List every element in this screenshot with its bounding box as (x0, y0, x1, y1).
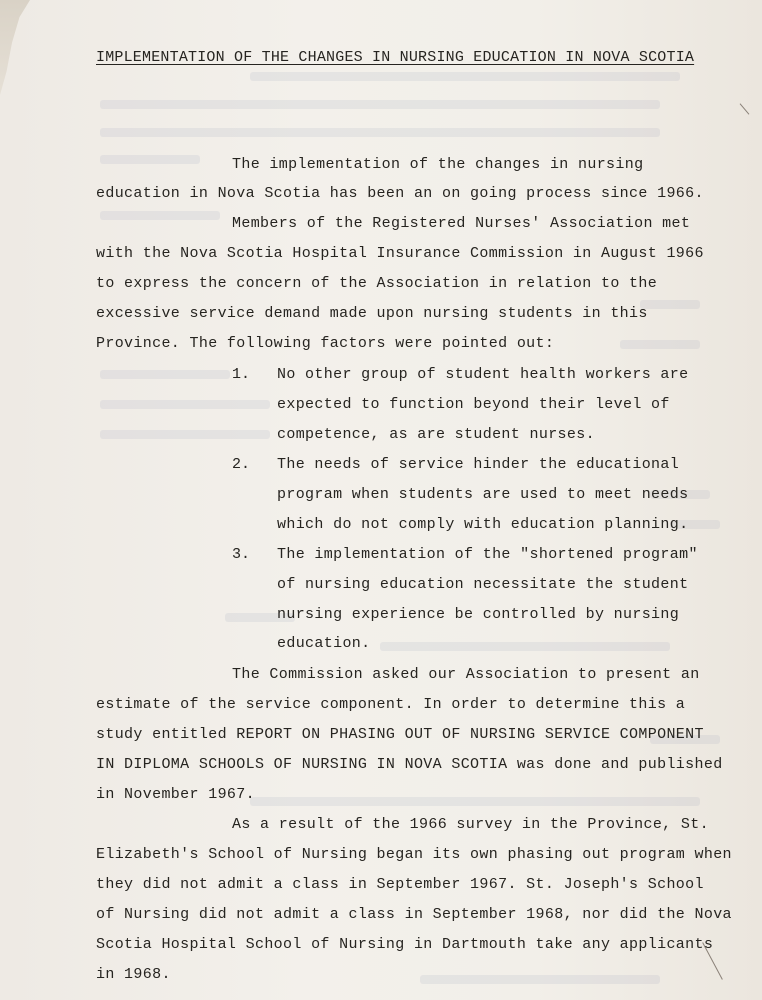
list-number: 1. (232, 366, 251, 383)
list-number: 3. (232, 546, 251, 563)
bleed-through (250, 72, 680, 81)
body-line: in November 1967. (96, 786, 255, 803)
bleed-through (100, 211, 220, 220)
list-item-line: The needs of service hinder the educational (277, 456, 680, 473)
bleed-through (250, 797, 700, 806)
body-line: IN DIPLOMA SCHOOLS OF NURSING IN NOVA SCOTIA was done and published (96, 756, 723, 773)
body-line: Members of the Registered Nurses' Association met (232, 215, 691, 232)
body-line: education in Nova Scotia has been an on going process since 1966. (96, 185, 704, 202)
body-line: The Commission asked our Association to present an (232, 666, 700, 683)
bleed-through (380, 642, 670, 651)
list-item-line: of nursing education necessitate the student (277, 576, 689, 593)
bleed-through (100, 400, 270, 409)
bleed-through (100, 100, 660, 109)
body-line: Scotia Hospital School of Nursing in Dartmouth take any applicants (96, 936, 714, 953)
body-line: The implementation of the changes in nursing (232, 156, 644, 173)
body-line: to express the concern of the Association in relation to the (96, 275, 658, 292)
body-line: they did not admit a class in September 1967. St. Joseph's School (96, 876, 704, 893)
body-line: excessive service demand made upon nursing students in this (96, 305, 648, 322)
bleed-through (420, 975, 660, 984)
body-line: study entitled REPORT ON PHASING OUT OF NURSING SERVICE COMPONENT (96, 726, 704, 743)
body-line: with the Nova Scotia Hospital Insurance Commission in August 1966 (96, 245, 704, 262)
body-line: estimate of the service component. In order to determine this a (96, 696, 686, 713)
list-item-line: The implementation of the "shortened program" (277, 546, 698, 563)
bleed-through (620, 340, 700, 349)
list-item-line: competence, as are student nurses. (277, 426, 595, 443)
list-item-line: expected to function beyond their level of (277, 396, 670, 413)
list-item-line: No other group of student health workers are (277, 366, 689, 383)
bleed-through (640, 300, 700, 309)
bleed-through (100, 370, 230, 379)
list-item-line: program when students are used to meet needs (277, 486, 689, 503)
bleed-through (100, 430, 270, 439)
list-item-line: education. (277, 635, 371, 652)
body-line: Elizabeth's School of Nursing began its own phasing out program when (96, 846, 732, 863)
document-title: IMPLEMENTATION OF THE CHANGES IN NURSING EDUCATION IN NOVA SCOTIA (96, 49, 695, 66)
list-item-line: nursing experience be controlled by nursing (277, 606, 680, 623)
list-number: 2. (232, 456, 251, 473)
list-item-line: which do not comply with education planning. (277, 516, 689, 533)
body-line: As a result of the 1966 survey in the Province, St. (232, 816, 709, 833)
bleed-through (100, 155, 200, 164)
pen-mark (740, 103, 750, 114)
body-line: in 1968. (96, 966, 171, 983)
body-line: Province. The following factors were pointed out: (96, 335, 555, 352)
body-line: of Nursing did not admit a class in September 1968, nor did the Nova (96, 906, 732, 923)
bleed-through (100, 128, 660, 137)
torn-corner (0, 0, 30, 95)
